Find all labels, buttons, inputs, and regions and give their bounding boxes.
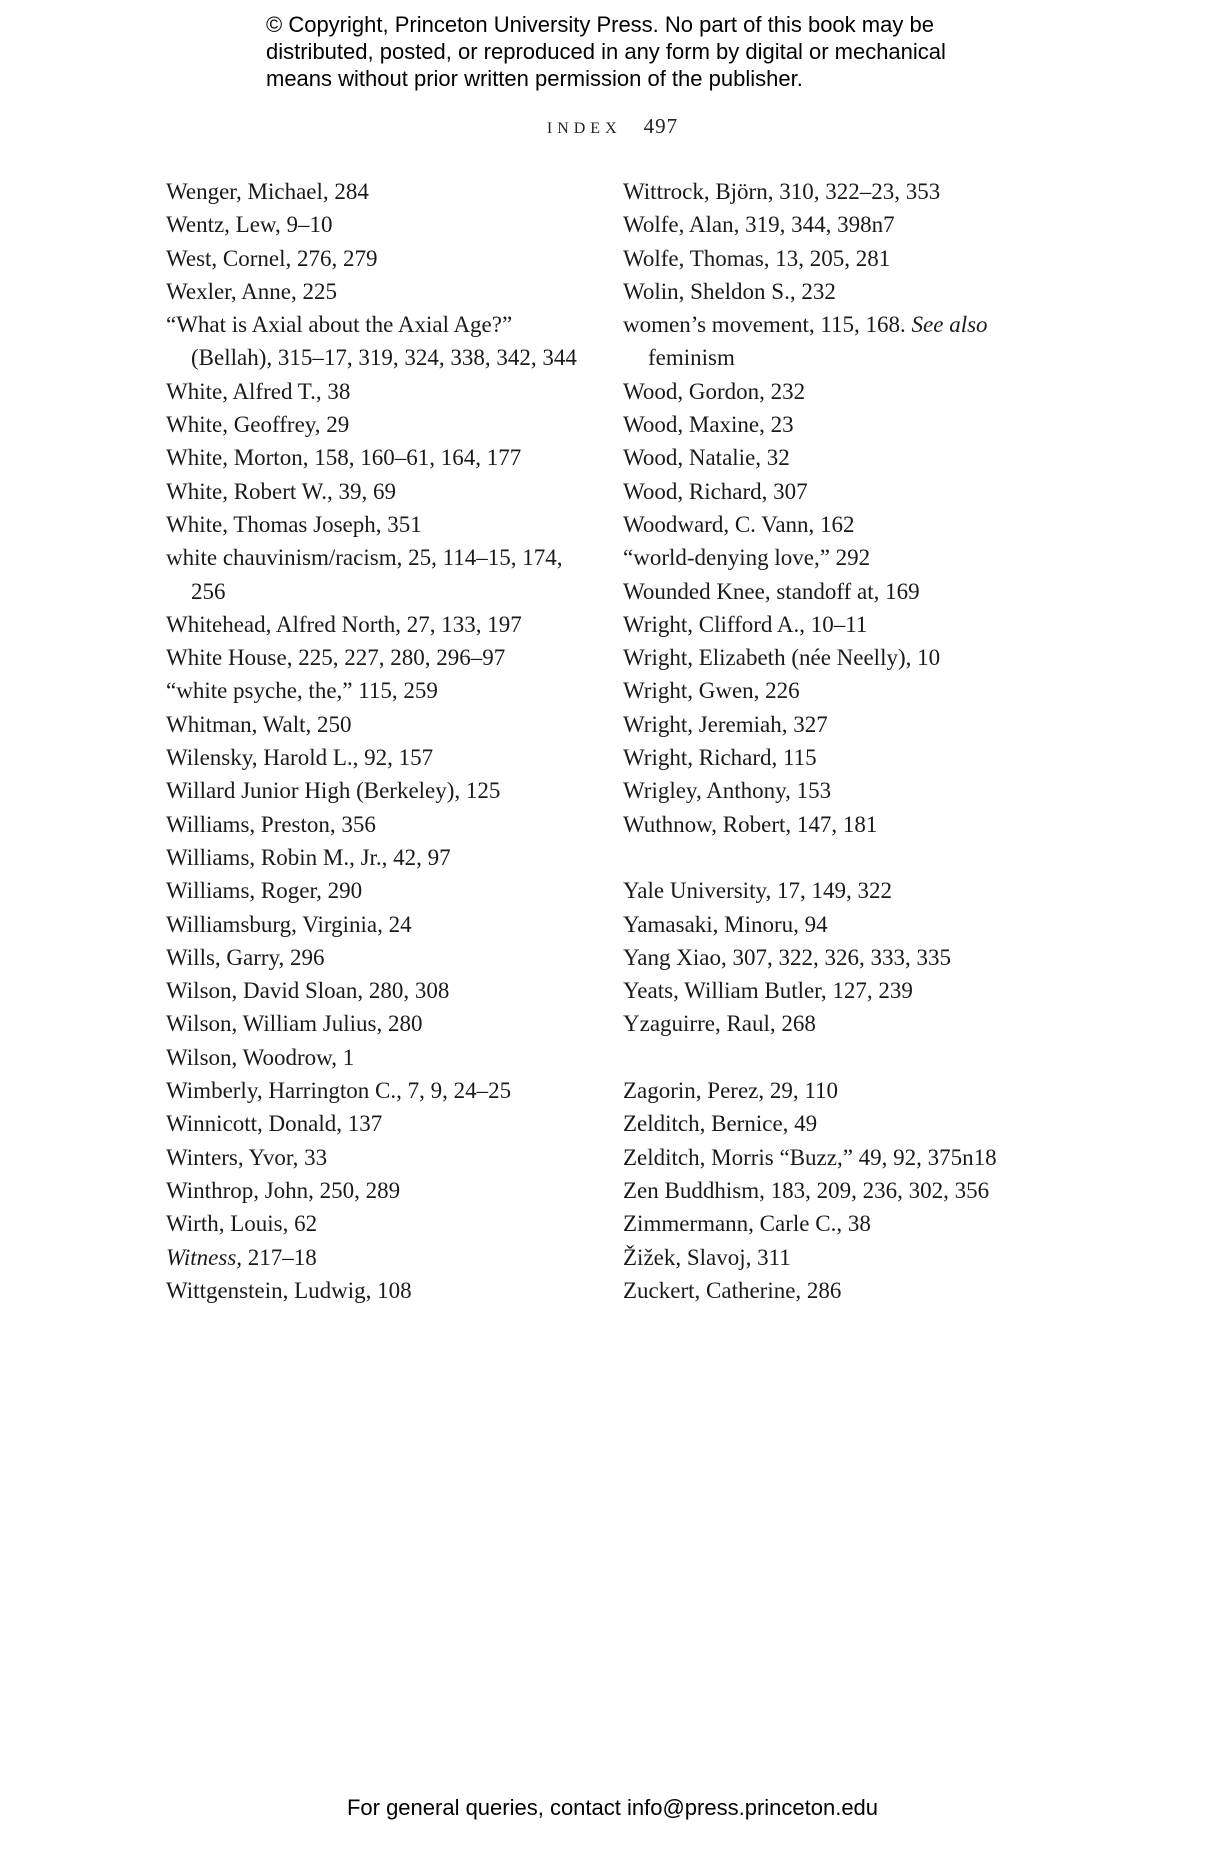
index-entry: Wentz, Lew, 9–10 — [166, 212, 333, 238]
index-entry: Wilson, William Julius, 280 — [166, 1011, 423, 1037]
index-entry-italic: Witness, — [166, 1244, 243, 1270]
running-head — [0, 114, 1225, 139]
index-column-left — [166, 175, 586, 1307]
index-entry: Wright, Jeremiah, 327 — [623, 711, 828, 737]
index-entry: Zen Buddhism, 183, 209, 236, 302, 356 — [623, 1177, 990, 1203]
index-entry: “world-denying love,” 292 — [623, 545, 871, 571]
copyright-notice — [266, 11, 1026, 92]
index-entry: Wolin, Sheldon S., 232 — [623, 278, 836, 304]
index-entry — [623, 308, 1043, 375]
index-entry: Whitman, Walt, 250 — [166, 711, 352, 737]
index-entry — [166, 1241, 586, 1274]
letter-group-gap — [623, 841, 1043, 874]
index-entry: Zimmermann, Carle C., 38 — [623, 1211, 871, 1237]
index-entry: Winthrop, John, 250, 289 — [166, 1177, 401, 1203]
index-entry: Wirth, Louis, 62 — [166, 1211, 318, 1237]
index-entry: Wright, Clifford A., 10–11 — [623, 611, 868, 637]
index-entry: Wood, Gordon, 232 — [623, 378, 806, 404]
index-entry: Yale University, 17, 149, 322 — [623, 878, 892, 904]
footer-contact: For general queries, contact info@press.princeton.edu — [346, 1795, 879, 1820]
index-entry: Wills, Garry, 296 — [166, 944, 325, 970]
index-entry: Winnicott, Donald, 137 — [166, 1111, 383, 1137]
index-entry: Zelditch, Bernice, 49 — [623, 1111, 818, 1137]
index-entry: “white psyche, the,” 115, 259 — [166, 678, 438, 704]
index-entry: Zagorin, Perez, 29, 110 — [623, 1078, 839, 1104]
index-entry: Wounded Knee, standoff at, 169 — [623, 578, 920, 604]
index-entry: Yzaguirre, Raul, 268 — [623, 1011, 816, 1037]
index-entry: Yamasaki, Minoru, 94 — [623, 911, 828, 937]
index-entry: White, Geoffrey, 29 — [166, 412, 350, 438]
index-entry: Williams, Preston, 356 — [166, 811, 376, 837]
index-entry: Wood, Natalie, 32 — [623, 445, 790, 471]
index-entry-text: 217–18 — [242, 1244, 317, 1270]
page-number: 497 — [643, 114, 679, 138]
index-entry: Wimberly, Harrington C., 7, 9, 24–25 — [166, 1078, 512, 1104]
index-entry: Wuthnow, Robert, 147, 181 — [623, 811, 878, 837]
index-entry: Wright, Elizabeth (née Neelly), 10 — [623, 645, 941, 671]
index-entry: white chauvinism/racism, 25, 114–15, 174, 256 — [166, 545, 563, 604]
index-entry: Wittgenstein, Ludwig, 108 — [166, 1277, 412, 1303]
index-entry: Zuckert, Catherine, 286 — [623, 1277, 842, 1303]
index-entry: Wright, Gwen, 226 — [623, 678, 800, 704]
index-entry: Whitehead, Alfred North, 27, 133, 197 — [166, 611, 522, 637]
index-entry: Yang Xiao, 307, 322, 326, 333, 335 — [623, 944, 951, 970]
index-entry: Williamsburg, Virginia, 24 — [166, 911, 412, 937]
index-entry: Williams, Robin M., Jr., 42, 97 — [166, 844, 451, 870]
copyright-line: © Copyright, Princeton University Press. No part of this book may be — [266, 12, 934, 37]
index-column-right — [623, 175, 1043, 1307]
index-entry: Wittrock, Björn, 310, 322–23, 353 — [623, 179, 941, 204]
letter-group-gap — [623, 1041, 1043, 1074]
index-entry: White, Thomas Joseph, 351 — [166, 511, 422, 537]
index-entry: White House, 225, 227, 280, 296–97 — [166, 645, 506, 671]
index-entry: Wenger, Michael, 284 — [166, 179, 369, 204]
index-entry: Williams, Roger, 290 — [166, 878, 363, 904]
index-entry: Wolfe, Alan, 319, 344, 398n7 — [623, 212, 895, 238]
index-entry: Woodward, C. Vann, 162 — [623, 511, 855, 537]
index-entry: Wilson, Woodrow, 1 — [166, 1044, 355, 1070]
index-entry: Wilson, David Sloan, 280, 308 — [166, 978, 450, 1004]
index-entry-text: women’s movement, 115, 168. — [623, 312, 912, 338]
index-entry: Winters, Yvor, 33 — [166, 1144, 328, 1170]
index-entry-text: feminism — [648, 345, 735, 371]
index-entry: White, Morton, 158, 160–61, 164, 177 — [166, 445, 522, 471]
index-entry-italic: See also — [911, 312, 988, 338]
index-entry: Wilensky, Harold L., 92, 157 — [166, 745, 434, 771]
index-entry: Wexler, Anne, 225 — [166, 278, 337, 304]
index-entry: Wood, Richard, 307 — [623, 478, 808, 504]
index-entry: White, Robert W., 39, 69 — [166, 478, 396, 504]
index-entry: “What is Axial about the Axial Age?” (Bellah), 315–17, 319, 324, 338, 342, 344 — [166, 312, 577, 371]
index-entry: Yeats, William Butler, 127, 239 — [623, 978, 913, 1004]
index-entry: Žižek, Slavoj, 311 — [623, 1244, 791, 1270]
index-entry: Wood, Maxine, 23 — [623, 412, 794, 438]
index-entry: Willard Junior High (Berkeley), 125 — [166, 778, 501, 804]
index-entry: Zelditch, Morris “Buzz,” 49, 92, 375n18 — [623, 1144, 997, 1170]
index-entry: White, Alfred T., 38 — [166, 378, 351, 404]
copyright-line: distributed, posted, or reproduced in any form by digital or mechanical — [266, 39, 946, 64]
copyright-line: means without prior written permission of the publisher. — [266, 66, 803, 91]
index-entry: Wright, Richard, 115 — [623, 745, 817, 771]
index-entry: Wrigley, Anthony, 153 — [623, 778, 832, 804]
index-entry: Wolfe, Thomas, 13, 205, 281 — [623, 245, 891, 271]
running-head-label: INDEX — [546, 120, 622, 137]
index-entry: West, Cornel, 276, 279 — [166, 245, 378, 271]
